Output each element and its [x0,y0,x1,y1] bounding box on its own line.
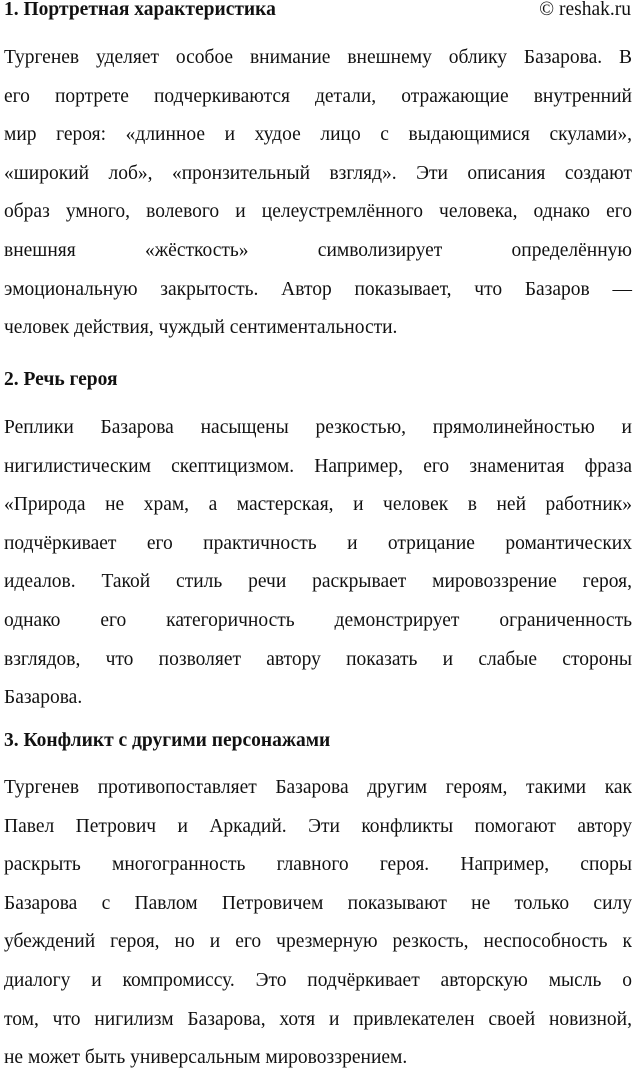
text-line: Тургенев противопоставляет Базарова другим героям, такими как [4,777,632,798]
paragraph [4,39,632,348]
text-line: том, что нигилизм Базарова, хотя и привлекателен своей новизной, [4,1008,632,1030]
paragraph [4,409,632,718]
text-line: его портрете подчеркиваются детали, отражающие внутренний [4,85,632,107]
text-line: однако его категоричность демонстрирует ограниченность [4,609,632,631]
text-line: Павел Петрович и Аркадий. Эти конфликты помогают автору [4,815,632,837]
text-line: взглядов, что позволяет автору показать и слабые стороны [4,648,632,670]
text-line: Базарова. [4,687,83,709]
copyright-label: © reshak.ru [539,0,631,20]
paragraph [4,769,632,1078]
text-line: раскрыть многогранность главного героя. Например, споры [4,854,632,876]
section-heading: 3. Конфликт с другими персонажами [4,730,331,751]
text-line: человек действия, чуждый сентиментальности. [4,317,398,339]
section-heading: 1. Портретная характеристика [4,0,276,20]
section-heading: 2. Речь героя [4,369,118,390]
text-line: убеждений героя, но и его чрезмерную резкость, неспособность к [4,931,632,953]
text-line: диалогу и компромиссу. Это подчёркивает авторскую мысль о [4,969,632,991]
text-line: мир героя: «длинное и худое лицо с выдающимися скулами», [4,124,632,146]
text-line: не может быть универсальным мировоззрением. [4,1047,408,1069]
text-line: Базарова с Павлом Петровичем показывают не только силу [4,892,632,914]
text-line: Реплики Базарова насыщены резкостью, прямолинейностью и [4,417,632,438]
text-line: внешняя «жёсткость» символизирует определённую [4,239,632,261]
text-line: подчёркивает его практичность и отрицание романтических [4,532,632,554]
text-line: «Природа не храм, а мастерская, и человек в ней работник» [4,494,632,516]
text-line: эмоциональную закрытость. Автор показывает, что Базаров — [4,278,632,300]
text-line: «широкий лоб», «пронзительный взгляд». Эти описания создают [4,162,632,184]
text-line: идеалов. Такой стиль речи раскрывает мировоззрение героя, [4,571,632,593]
text-line: образ умного, волевого и целеустремлённого человека, однако его [4,201,632,223]
text-line: нигилистическим скептицизмом. Например, его знаменитая фраза [4,455,632,477]
text-line: Тургенев уделяет особое внимание внешнему облику Базарова. В [4,47,632,68]
